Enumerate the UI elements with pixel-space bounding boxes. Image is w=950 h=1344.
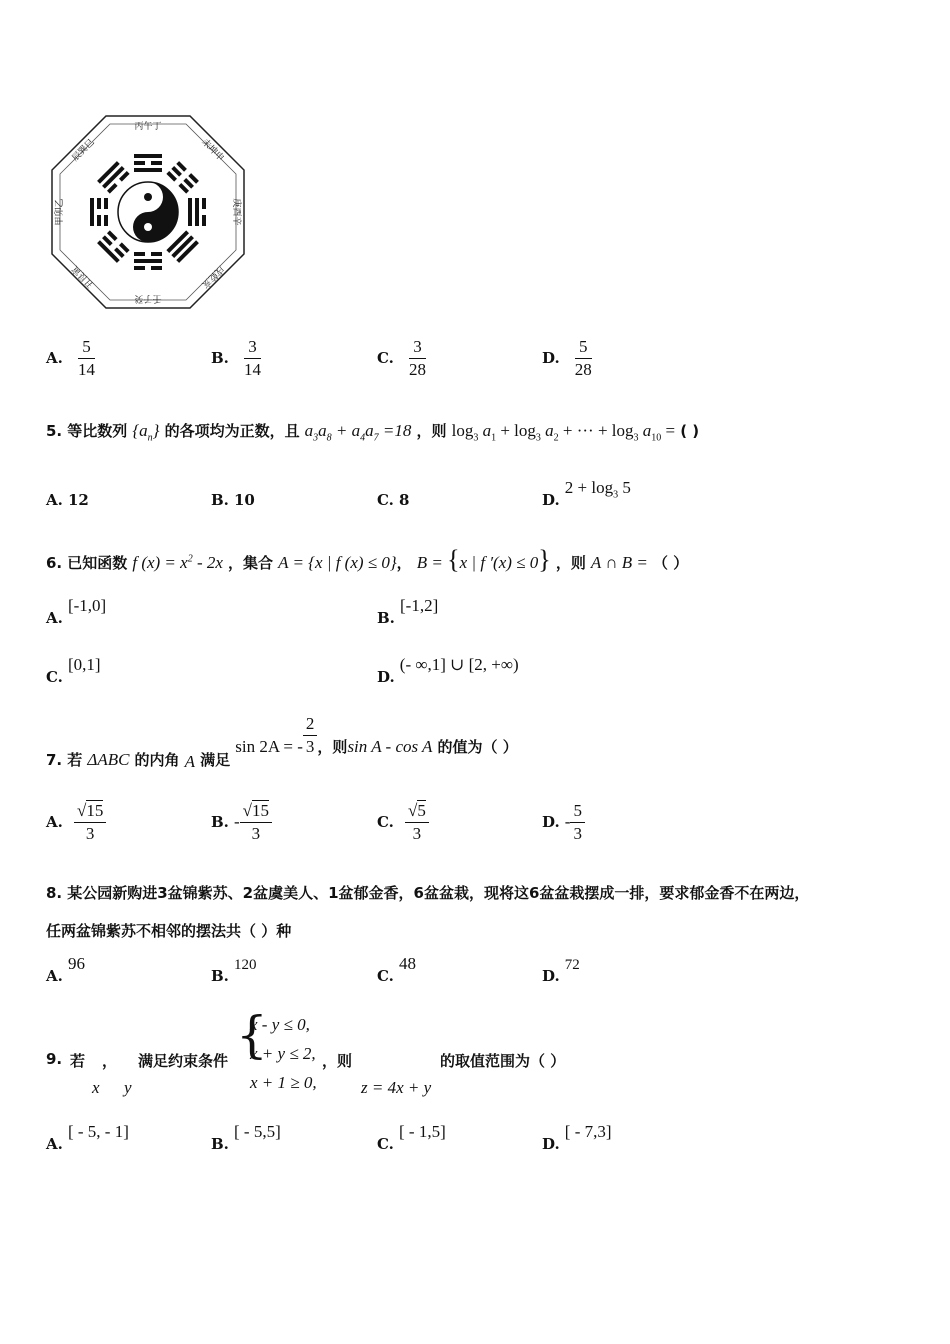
bagua-label-e: 甲卯乙 [55,198,65,226]
sign: - [564,812,571,831]
question-text: 若 [70,1052,86,1070]
option-label: B. [211,967,229,985]
bagua-label-nw: 戌乾亥 [199,263,226,290]
option-label: A. [46,967,63,985]
q7-option-c[interactable] [377,800,429,845]
fraction [303,713,318,758]
var-y: y [124,1078,132,1097]
bagua-label-s: 丙午丁 [134,122,162,132]
q4-option-c[interactable] [377,336,426,381]
condition-math: $a_3a_8 + a_4a_7 =18$ [304,421,412,444]
option-label: B. [211,349,229,367]
question-text: 某公园新购进3盆锦紫苏、2盆虞美人、1盆郁金香，6盆盆栽，现将这6盆盆栽摆成一排，要求郁金香不在两边， [67,884,810,902]
option-value: [-1,0] [67,596,107,615]
question-number: 8. [46,884,63,902]
question-text: 满足约束条件 [138,1052,229,1070]
denominator: 28 [409,360,426,379]
q8-option-b[interactable] [211,954,257,985]
denominator: 3 [305,737,315,756]
set-b: B = {x | f ′(x) ≤ 0} [416,545,551,574]
fraction [405,800,429,845]
option-value: 12 [67,491,89,509]
option-value: 96 [67,954,85,973]
function-def: f $(x) = x^2 - 2x$ [132,553,223,572]
sequence-symbol: $\{a_n\}$ [132,421,160,444]
q9-option-b[interactable] [211,1122,281,1153]
q6-option-d[interactable] [377,655,519,686]
question-number: 5. [46,422,63,440]
option-label: B. [211,813,229,831]
fraction [74,800,106,845]
option-label: D. [542,1135,560,1153]
numerator: √15 [240,800,272,823]
question-8-line-2: 任两盆锦紫苏不相邻的摆法共（ ）种 [46,922,292,940]
var-x: x [92,1078,100,1097]
numerator: 5 [575,336,592,359]
angle: A [184,752,196,771]
q4-option-a[interactable] [46,336,95,381]
option-label: B. [211,491,229,509]
q4-option-d[interactable] [542,336,592,381]
q6-option-a[interactable] [46,596,107,627]
denominator: 3 [85,824,95,843]
log-sum-math: $\log_3 a_1 + \log_3 a_2$ + ··· + $\log_3 a_{10}$ = [451,421,676,444]
option-label: C. [377,967,394,985]
q9-option-d[interactable] [542,1122,612,1153]
numerator: 5 [570,800,585,823]
question-text: ， [102,1052,118,1070]
numerator: 2 [303,713,318,736]
question-number: 7. [46,751,63,769]
question-text: ， [396,554,412,572]
question-number: 9. [46,1050,63,1068]
condition: sin 2A = - [235,737,303,756]
question-number: 6. [46,554,63,572]
q5-option-c[interactable] [377,490,409,509]
constraint-1: x - y ≤ 0, [250,1015,310,1034]
option-label: D. [542,967,560,985]
option-label: C. [377,813,394,831]
question-text: ，集合 [228,554,274,572]
sign: - [234,812,240,831]
q7-option-d[interactable] [542,800,585,845]
question-text: 的各项均为正数，且 [164,422,300,440]
numerator: 5 [78,336,95,359]
question-text: 满足 [200,751,231,769]
q9-option-a[interactable] [46,1122,129,1153]
option-label: A. [46,813,63,831]
fraction [244,336,261,381]
q8-option-c[interactable] [377,954,416,985]
option-value: (- ∞,1] ∪ [2, +∞) [399,655,519,674]
triangle: ΔABC [87,750,130,769]
numerator: √15 [74,800,106,823]
q5-option-b[interactable] [211,490,255,509]
constraint-2: x + y ≤ 2, [250,1044,316,1063]
expression: sin A - cos A [347,737,433,756]
denominator: 14 [77,360,95,379]
option-value: 48 [399,954,416,973]
question-text: 等比数列 [67,422,128,440]
question-text: ，则 [555,554,586,572]
bagua-label-sw: 未坤申 [199,137,226,164]
intersection: A ∩ B = [590,553,648,572]
q5-option-a[interactable] [46,490,89,509]
fraction [78,336,95,381]
option-label: C. [377,1135,394,1153]
q8-option-d[interactable] [542,954,580,985]
question-text: 的取值范围为（ ） [440,1052,566,1070]
denominator: 3 [412,824,422,843]
option-label: B. [377,609,395,627]
option-value: $2 + \log_3 5$ [564,478,631,501]
question-text: 若 [67,751,83,769]
question-6 [46,545,688,575]
option-label: A. [46,349,63,367]
bagua-label-n: 壬子癸 [134,293,162,303]
option-value: 8 [399,491,410,509]
numerator: 3 [409,336,426,359]
option-label: D. [377,668,395,686]
numerator: 3 [244,336,261,359]
option-value: [ - 7,3] [564,1122,612,1141]
question-text: ，则 [416,422,447,440]
option-label: A. [46,491,63,509]
q5-option-d[interactable] [542,478,631,509]
fraction [409,336,426,381]
constraint-brace: { [236,1006,268,1064]
option-label: A. [46,1135,63,1153]
denominator: 28 [574,360,592,379]
option-label: D. [542,813,560,831]
fraction [570,800,585,845]
bagua-label-w: 庚酉辛 [231,198,241,226]
option-value: [0,1] [68,655,101,674]
objective: z = 4x + y [361,1078,432,1097]
option-label: C. [377,491,394,509]
option-value: [ - 1,5] [399,1122,446,1141]
numerator: √5 [405,800,429,823]
option-label: B. [211,1135,229,1153]
yin-yang-icon [118,182,178,242]
option-value: 10 [234,491,255,509]
denominator: 14 [244,360,261,379]
option-value: 72 [564,957,580,973]
q6-option-c[interactable] [46,655,101,686]
fraction [575,336,592,381]
q8-option-a[interactable] [46,954,85,985]
question-8 [46,882,809,903]
question-text: ，则 [317,738,348,756]
q7-option-b[interactable] [211,800,272,845]
denominator: 3 [251,824,261,843]
q9-option-c[interactable] [377,1122,446,1153]
q4-option-b[interactable] [211,336,261,381]
denominator: 3 [573,824,582,843]
question-5 [46,420,699,443]
bagua-diagram [48,112,248,312]
answer-paren: （ ） [652,554,689,572]
question-text: ，则 [322,1052,353,1070]
option-label: C. [377,349,394,367]
q6-option-b[interactable] [377,596,439,627]
option-label: D. [542,349,560,367]
q7-option-a[interactable] [46,800,106,845]
question-7 [46,713,518,771]
fraction [240,800,272,845]
option-value: [ - 5,5] [234,1122,281,1141]
bagua-label-se: 辰巽巳 [70,137,97,164]
option-value: 120 [234,957,257,973]
question-text: 的内角 [134,751,180,769]
option-label: A. [46,609,63,627]
set-a: A = {x | f (x) ≤ 0} [278,553,397,572]
question-text: 的值为（ ） [437,738,518,756]
answer-paren: ( ) [680,422,700,440]
option-label: D. [542,491,560,509]
option-value: [-1,2] [400,596,439,615]
question-text: 已知函数 [67,554,128,572]
option-label: C. [46,668,63,686]
constraint-3: x + 1 ≥ 0, [250,1073,317,1092]
bagua-label-ne: 丑艮寅 [70,263,97,290]
option-value: [ - 5, - 1] [67,1122,129,1141]
